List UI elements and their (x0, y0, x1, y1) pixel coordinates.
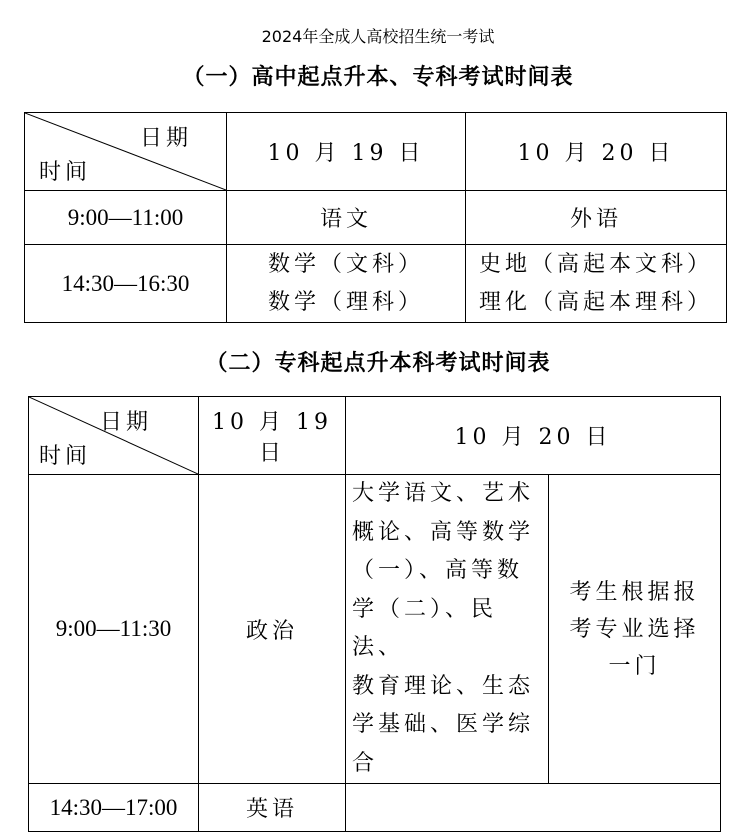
table-row (25, 245, 727, 323)
table-row (25, 191, 727, 245)
exam-line: 教育理论、生态 (352, 673, 535, 699)
exam-line: （一）、高等数 (352, 558, 524, 583)
date-label: 日期 (139, 126, 192, 151)
section1-title: （一）高中起点升本、专科考试时间表 (182, 65, 574, 90)
diagonal-header-cell (25, 113, 227, 191)
schedule-table-1 (24, 112, 727, 323)
diagonal-header-cell (29, 397, 199, 475)
exam-subjects-cell (346, 475, 549, 784)
table-row (29, 475, 721, 784)
time-cell: 9:00—11:30 (29, 475, 199, 784)
day2-header: 10 月 20 日 (466, 113, 727, 191)
schedule-table-2 (28, 396, 721, 832)
exam-cell: 外语 (466, 191, 727, 245)
note-line: 考生根据报 (569, 579, 700, 605)
note-line: 一门 (608, 653, 661, 679)
table-header-row (25, 113, 727, 191)
table-row (29, 784, 721, 832)
section2-title: （二）专科起点升本科考试时间表 (205, 351, 551, 376)
exam-note-cell (549, 475, 721, 784)
exam-line: 数学（文科） (267, 251, 424, 277)
exam-cell: 政治 (199, 475, 346, 784)
date-label: 日期 (99, 410, 152, 435)
time-label: 时间 (39, 160, 92, 185)
exam-line: 概论、高等数学 (352, 519, 535, 545)
exam-cell: 英语 (199, 784, 346, 832)
day1-header: 10 月 19 日 (199, 397, 346, 475)
time-cell: 9:00—11:00 (25, 191, 227, 245)
time-label: 时间 (39, 444, 92, 469)
exam-cell: 语文 (227, 191, 466, 245)
exam-line: 合 (352, 750, 379, 776)
empty-cell (346, 784, 721, 832)
exam-line: 学（二）、民法、 (352, 596, 498, 660)
exam-line: 史地（高起本文科） (478, 251, 713, 277)
exam-cell (466, 245, 727, 323)
time-cell: 14:30—17:00 (29, 784, 199, 832)
exam-line: 数学（理科） (267, 289, 424, 315)
exam-line: 学基础、医学综 (352, 712, 535, 737)
exam-line: 大学语文、艺术 (352, 481, 535, 506)
page-title: 2024年全成人高校招生统一考试 (261, 27, 495, 46)
table-header-row (29, 397, 721, 475)
exam-line: 理化（高起本理科） (478, 289, 713, 315)
day2-header: 10 月 20 日 (346, 397, 721, 475)
time-cell: 14:30—16:30 (25, 245, 227, 323)
day1-header: 10 月 19 日 (227, 113, 466, 191)
note-line: 考专业选择 (569, 616, 700, 642)
exam-cell (227, 245, 466, 323)
